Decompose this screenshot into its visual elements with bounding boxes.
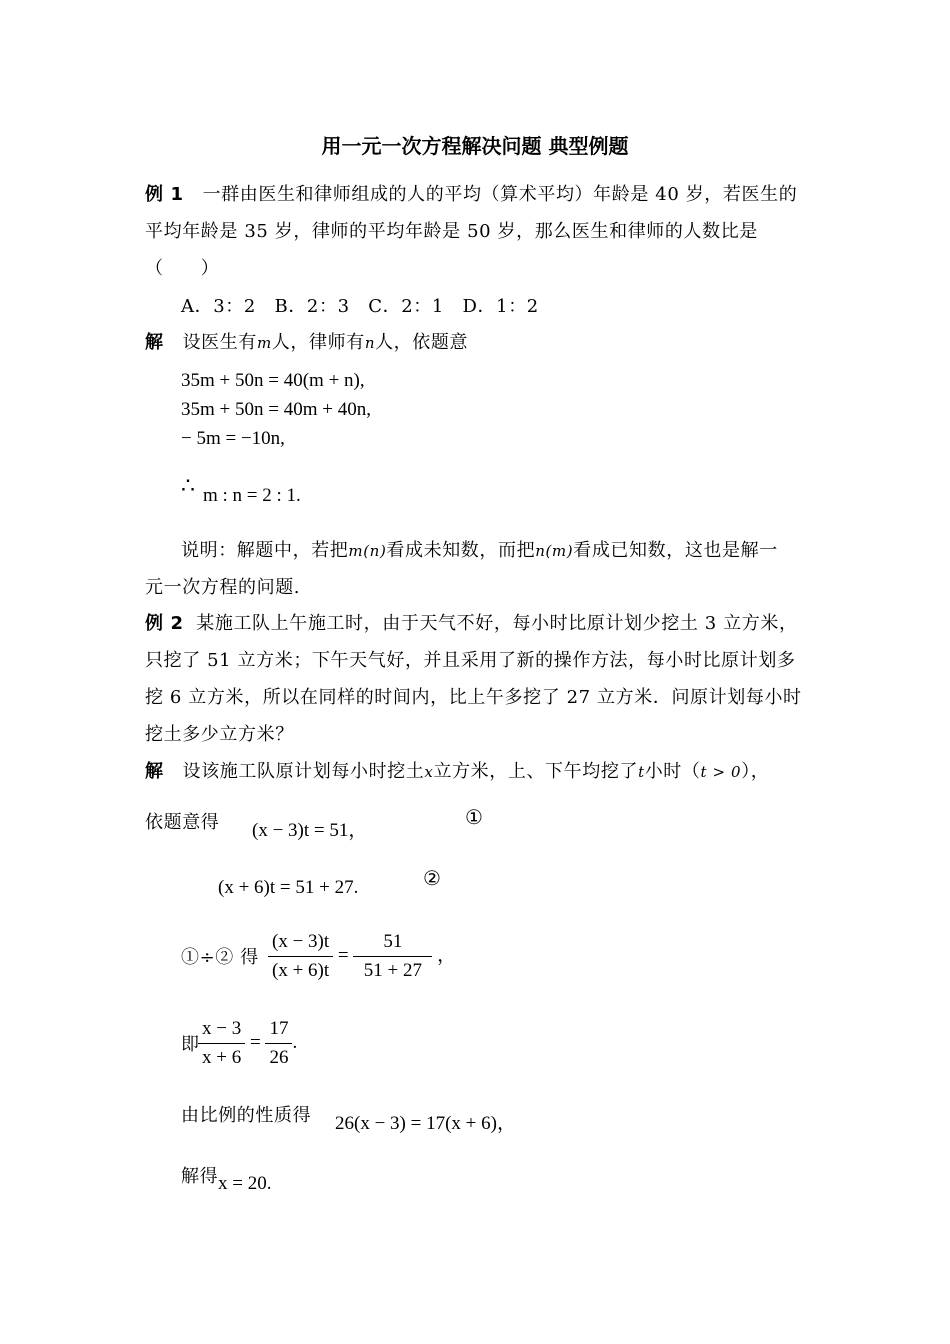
therefore-symbol: ∴ [181,474,195,499]
ex1-note-line1 [181,536,778,562]
ex2-ratio-eq [198,1018,297,1069]
ex1-sol-a: 设医生有 [182,332,257,353]
var-m: m [256,334,272,352]
ex2-eq1-text: (x − 3)t = 51 [252,820,349,841]
ex2-jiede: 解得 [181,1166,219,1187]
ex2-sol-label: 解 [145,761,164,782]
circle-mark-1: ① [465,805,483,829]
fraction-4 [265,1018,292,1069]
ex2-sol-d: ）， [741,761,770,782]
frac1-num: (x − 3)t [268,931,333,957]
frac3-num: x − 3 [198,1018,245,1044]
ex2-eq1-comma: ， [348,820,368,841]
ex2-label: 例 2 [145,613,184,634]
note-m: m(n) [348,542,387,560]
prop-eq-comma: ， [496,1113,516,1134]
fraction-1 [268,931,333,982]
ex1-line1 [145,180,797,206]
page-title: 用一元一次方程解决问题 典型例题 [321,134,629,158]
var-x: x [424,763,434,781]
ex2-line4: 挖土多少立方米？ [145,724,294,745]
ex2-line1-text: 某施工队上午施工时，由于天气不好，每小时比原计划少挖土 3 立方米， [196,613,798,634]
ex2-line1 [145,609,798,635]
ex1-label: 例 1 [145,184,184,205]
ex2-solution-intro [145,757,769,783]
ex1-eq2: 35m + 50n = 40m + 40n, [181,399,371,420]
ex2-ji: 即 [181,1034,200,1055]
fraction-3 [198,1018,245,1069]
ex2-eq1 [252,815,367,842]
ex2-sol-c: 小时（ [644,761,701,782]
ex1-options: A．3：2 B．2：3 C．2：1 D．1：2 [181,296,539,317]
frac2-num: 51 [353,931,432,957]
frac1-den: (x + 6)t [272,960,330,981]
ex2-line2: 只挖了 51 立方米；下午天气好，并且采用了新的操作方法，每小时比原计划多 [145,650,796,671]
fraction-2 [353,931,432,982]
ex1-solution-intro [145,328,468,354]
ex2-line3: 挖 6 立方米，所以在同样的时间内，比上午多挖了 27 立方米．问原计划每小时 [145,687,802,708]
frac3-den: x + 6 [202,1047,242,1068]
ex2-fraction-eq [268,931,456,982]
ex2-div-label: ①÷② 得 [181,947,259,968]
circle-mark-2: ② [423,866,441,890]
ex2-answer: x = 20. [218,1173,272,1194]
ex1-sol-c: 人，依题意 [375,332,469,353]
note-a: 说明：解题中，若把 [181,540,349,561]
frac-comma: ， [437,944,457,966]
frac-eqsign: = [337,944,349,966]
var-t: t [638,763,645,781]
ex1-eq4: m : n = 2 : 1. [203,485,301,506]
note-c: 看成已知数，这也是解一 [573,540,778,561]
ex1-sol-b: 人，律师有 [271,332,365,353]
ex2-eq2: (x + 6)t = 51 + 27. [218,877,359,898]
ratio-period: . [292,1031,298,1053]
ex1-note-line2: 元一次方程的问题. [145,577,301,598]
ex1-eq1: 35m + 50n = 40(m + n), [181,370,365,391]
frac4-den: 26 [269,1047,289,1068]
ex2-sol-a: 设该施工队原计划每小时挖土 [182,761,425,782]
prop-eq-text: 26(x − 3) = 17(x + 6) [335,1113,497,1134]
ex1-line1-text: 一群由医生和律师组成的人的平均（算术平均）年龄是 40 岁，若医生的 [202,184,798,205]
ex2-prop-eq [335,1108,516,1135]
note-b: 看成未知数，而把 [386,540,536,561]
note-n: n(m) [535,542,574,560]
frac2-den: 51 + 27 [363,960,422,981]
ex1-sol-label: 解 [145,332,164,353]
var-n: n [364,334,376,352]
ex1-line3: （ ） [145,258,220,279]
ratio-eqsign: = [249,1031,261,1053]
frac4-num: 17 [265,1018,292,1044]
ex2-sol-b: 立方米，上、下午均挖了 [433,761,639,782]
condition: t > 0 [700,763,742,781]
ex1-line2: 平均年龄是 35 岁，律师的平均年龄是 50 岁，那么医生和律师的人数比是 [145,221,758,242]
ex1-eq3: − 5m = −10n, [181,428,285,449]
ex2-yiti: 依题意得 [145,812,220,833]
ex2-prop-label: 由比例的性质得 [181,1105,312,1126]
